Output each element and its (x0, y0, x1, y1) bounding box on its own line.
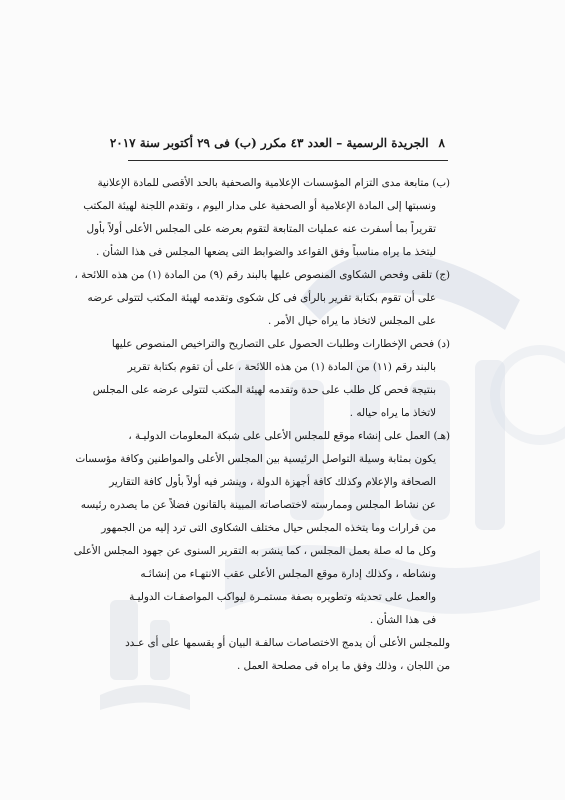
page-header (109, 133, 445, 153)
text-line: (ج) تلقى وفحص الشكاوى المنصوص عليها بالبند رقم (٩) من المادة (١) من هذه اللائحة ، (74, 269, 450, 281)
text-line: بالبند رقم (١١) من المادة (١) من هذه اللائحة ، على أن تقوم بكتابة تقرير (127, 361, 436, 373)
text-line: والعمل على تحديثه وتطويره بصفة مستمـرة ليواكب المواصفـات الدوليـة (129, 591, 436, 603)
text-line: فى هذا الشأن . (369, 614, 436, 626)
text-line: على أن تقوم بكتابة تقرير بالرأى فى كل شكوى وتقدمه لهيئة المكتب لتتولى عرضه (87, 292, 436, 304)
text-line: ونسبتها إلى المادة الإعلامية أو الصحفية على مدار اليوم ، وتقدم اللجنة لهيئة المكتب (83, 200, 436, 212)
paragraph-c (74, 264, 450, 333)
text-line: تقريراً بما أسفرت عنه عمليات المتابعة لتقوم بعرضه على المجلس الأعلى أولاً بأول (86, 223, 436, 235)
document-body (73, 172, 450, 678)
text-line: الصحافة والإعلام وكذلك كافة أجهزة الدولة ، وينشر فيه أولاً بأول كافة التقارير (109, 476, 436, 488)
text-line: من اللجان ، وذلك وفق ما يراه فى مصلحة العمل . (237, 660, 450, 672)
text-line: وللمجلس الأعلى أن يدمج الاختصاصات سالفـة البيان أو يقسمها على أى عـدد (125, 637, 450, 649)
text-line: وكل ما له صلة بعمل المجلس ، كما ينشر به التقرير السنوى عن جهود المجلس الأعلى (73, 545, 436, 557)
text-line: (د) فحص الإخطارات وطلبات الحصول على التصاريح والتراخيص المنصوص عليها (111, 338, 450, 350)
text-line: من قرارات وما يتخذه المجلس حيال مختلف الشكاوى التى ترد إليه من الجمهور (101, 522, 436, 534)
text-line: عن نشاط المجلس وممارسته لاختصاصاته المبينة بالقانون فضلاً عن ما يصدره رئيسه (80, 499, 436, 511)
text-line: يكون بمثابة وسيلة التواصل الرئيسية بين المجلس الأعلى والمواطنين وكافة مؤسسات (75, 453, 436, 465)
text-line: على المجلس لاتخاذ ما يراه حيال الأمر . (267, 315, 436, 327)
gazette-title: الجريدة الرسمية – العدد ٤٣ مكرر (ب) فى ٢٩ أكتوبر سنة ٢٠١٧ (109, 136, 429, 150)
paragraph-h (73, 425, 450, 632)
text-line: (ب) متابعة مدى التزام المؤسسات الإعلامية والصحفية بالحد الأقصى للمادة الإعلانية (97, 177, 450, 189)
paragraph-closing (118, 632, 450, 678)
paragraph-b (83, 172, 450, 264)
paragraph-d (92, 333, 450, 425)
page-number: ٨ (438, 136, 445, 150)
header-divider (128, 160, 448, 161)
text-line: بنتيجة فحص كل طلب على حدة وتقدمه لهيئة المكتب لتتولى عرضه على المجلس (92, 384, 436, 396)
text-line: (هـ) العمل على إنشاء موقع للمجلس الأعلى على شبكة المعلومات الدوليـة ، (128, 430, 450, 442)
text-line: ليتخذ ما يراه مناسباً وفق القواعد والضوابط التى يضعها المجلس فى هذا الشأن . (95, 246, 436, 258)
text-line: ونشاطه ، وكذلك إدارة موقع المجلس الأعلى عقب الانتهـاء من إنشائـه (140, 568, 436, 580)
text-line: لاتخاذ ما يراه حياله . (349, 407, 436, 419)
